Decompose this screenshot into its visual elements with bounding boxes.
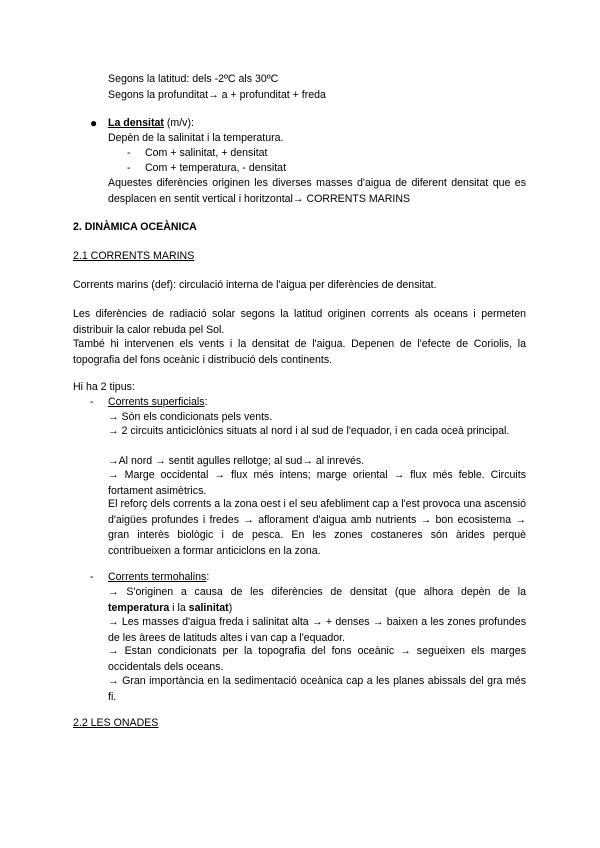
superficials-heading — [108, 395, 208, 411]
paragraph-vents: També hi intervenen els vents i la densitat de l'aigua. Depenen de l'efecte de Coriolis, la topografia del fons oceànic i distribució dels continents. — [73, 338, 526, 366]
temperatura-latitud: Segons la latitud: dels -2ºC als 30ºC — [108, 73, 279, 85]
termohalins-line-3: → Estan condicionats per la topografia del fons oceànic → segueixen els marges occidentals dels oceans. — [108, 645, 526, 673]
colon: : — [206, 571, 210, 583]
termohalins-line-2: → Les masses d'aigua freda i salinitat alta → + denses → baixen a les zones profundes de les àrees de latituds altes i van cap a l'equador. — [108, 616, 526, 644]
temperatura-profunditat: Segons la profunditat→ a + profunditat + freda — [108, 89, 326, 101]
densitat-conclusion: Aquestes diferències originen les diverses masses d'aigua de diferent densitat que es desplacen en sentit vertical i horitzontal→ CORRENTS MARINS — [108, 177, 526, 205]
bold-salinitat: salinitat — [188, 601, 229, 614]
dash-marker: - — [90, 571, 94, 583]
subsection-corrents-marins: 2.1 CORRENTS MARINS — [73, 250, 195, 262]
text-run: i la — [169, 601, 189, 614]
text-run: → S'originen a causa de les diferències de densitat (que alhora depèn de la — [108, 586, 526, 598]
superficials-line-4: → Marge occidental → flux més intens; marge oriental → flux més feble. Circuits fortament asimètrics. — [108, 469, 526, 497]
section-heading: 2. DINÀMICA OCEÀNICA — [73, 221, 197, 233]
superficials-line-5: El reforç dels corrents a la zona oest i el seu afebliment cap a l'est provoca una ascensió d'aigües profundes i fredes → aflorament d'aigua amb nutrients → bon ecosistema → gran interès biològic i de pesca. En les zones costaneres són àrides perquè contribueixen a formar anticiclons en la zona. — [108, 498, 526, 557]
dash-marker: - — [127, 162, 131, 174]
dash-marker: - — [127, 147, 131, 159]
densitat-title: La densitat — [108, 117, 164, 129]
bullet-icon: ● — [90, 116, 98, 130]
densitat-item-2: Com + temperatura, - densitat — [145, 162, 287, 174]
subsection-onades: 2.2 LES ONADES — [73, 717, 159, 729]
superficials-line-1: → Són els condicionats pels vents. — [108, 411, 273, 423]
definition: Corrents marins (def): circulació interna de l'aigua per diferències de densitat. — [73, 279, 437, 291]
superficials-title: Corrents superficials — [108, 396, 205, 408]
paragraph-radiacio: Les diferències de radiació solar segons la latitud originen corrents als oceans i permeten distribuir la calor rebuda pel Sol. — [73, 308, 526, 336]
colon: : — [204, 396, 208, 408]
superficials-line-2: → 2 circuits anticiclònics situats al nord i al sud de l'equador, i en cada oceà principal. — [108, 425, 510, 437]
superficials-line-3: →Al nord → sentit agulles rellotge; al sud→ al inrevés. — [108, 455, 365, 467]
tipus-intro: Hi ha 2 tipus: — [73, 381, 135, 393]
termohalins-title: Corrents termohalins — [108, 571, 207, 583]
termohalins-heading — [108, 570, 209, 586]
densitat-intro: Depèn de la salinitat i la temperatura. — [108, 132, 284, 144]
densitat-heading — [108, 116, 194, 132]
bold-temperatura: temperatura — [108, 601, 170, 614]
text-run: ) — [228, 601, 233, 614]
termohalins-line-4: → Gran importància en la sedimentació oceànica cap a les planes abissals del gra més fi. — [108, 675, 526, 703]
densitat-unit: (m/v): — [163, 117, 194, 129]
densitat-item-1: Com + salinitat, + densitat — [145, 147, 268, 159]
dash-marker: - — [90, 396, 94, 408]
termohalins-line-1 — [108, 585, 526, 616]
